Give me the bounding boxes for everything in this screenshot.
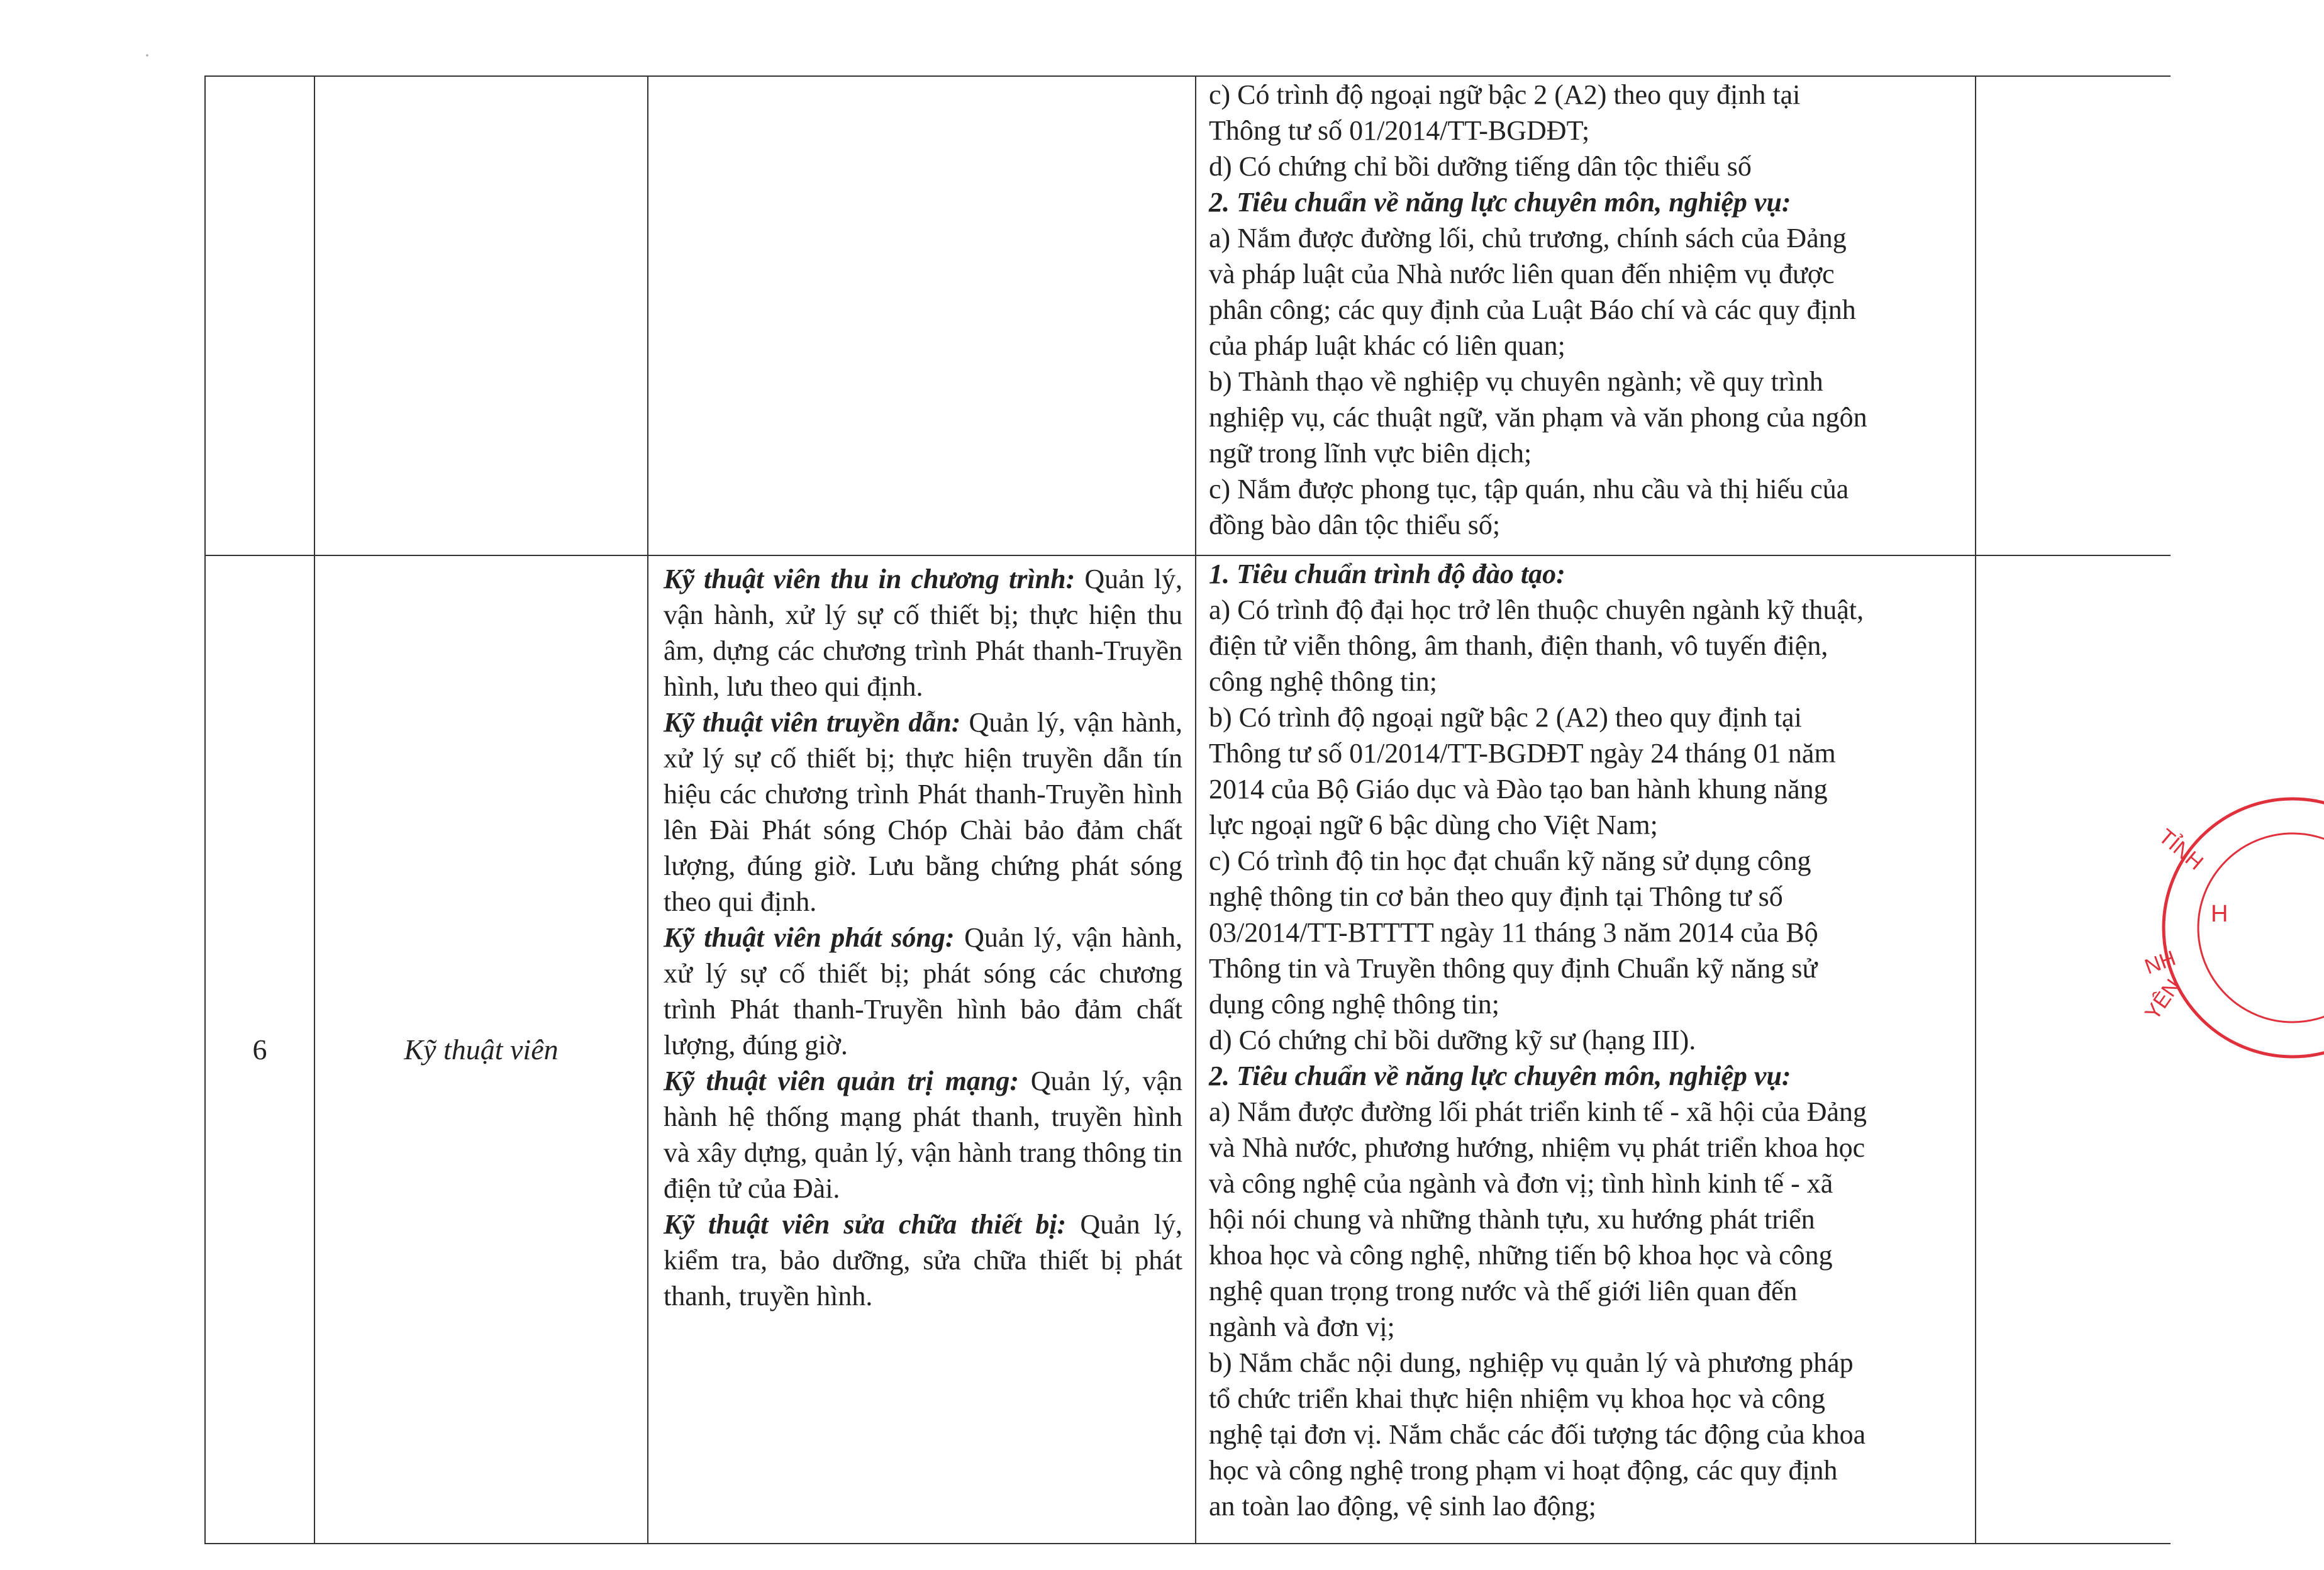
seal-text-1: TỈNH — [2154, 824, 2208, 875]
job-standards-table — [204, 75, 2171, 1544]
standard-line: a) Có trình độ đại học trở lên thuộc chuyên ngành kỹ thuật, — [1209, 594, 1864, 625]
standards-list — [1209, 556, 1962, 1524]
standards-cell — [1196, 76, 1976, 555]
row-number-cell — [205, 76, 314, 555]
standard-line: của pháp luật khác có liên quan; — [1209, 330, 1565, 361]
standard-line: khoa học và công nghệ, những tiến bộ khoa học và công — [1209, 1240, 1833, 1271]
standard-line: c) Nắm được phong tục, tập quán, nhu cầu và thị hiếu của — [1209, 474, 1849, 504]
task-role-label: Kỹ thuật viên truyền dẫn: — [664, 707, 961, 738]
standard-line: ngữ trong lĩnh vực biên dịch; — [1209, 438, 1532, 469]
seal-rings — [2164, 799, 2324, 1057]
standard-line: c) Có trình độ tin học đạt chuẩn kỹ năng sử dụng công — [1209, 845, 1811, 876]
standard-line: và Nhà nước, phương hướng, nhiệm vụ phát triển khoa học — [1209, 1132, 1865, 1163]
standard-line: học và công nghệ trong phạm vi hoạt động, các quy định — [1209, 1455, 1838, 1486]
task-role-label: Kỹ thuật viên thu in chương trình: — [664, 564, 1076, 594]
standard-line: a) Nắm được đường lối, chủ trương, chính sách của Đảng — [1209, 223, 1847, 253]
standard-line: d) Có chứng chỉ bồi dưỡng kỹ sư (hạng III). — [1209, 1025, 1696, 1055]
seal-text-4: YÊN — [2140, 974, 2186, 1025]
standard-line: đồng bào dân tộc thiểu số; — [1209, 509, 1501, 540]
red-seal-stamp — [2123, 802, 2324, 1079]
task-paragraph — [664, 1063, 1182, 1206]
standard-line: Thông tư số 01/2014/TT-BGDĐT ngày 24 tháng 01 năm — [1209, 738, 1836, 769]
standard-line: 03/2014/TT-BTTTT ngày 11 tháng 3 năm 2014 của Bộ — [1209, 917, 1818, 948]
scan-speck — [146, 54, 148, 57]
task-paragraph — [664, 1206, 1182, 1314]
seal-text-3: NH — [2142, 946, 2179, 979]
task-paragraph — [664, 920, 1182, 1063]
position-title-cell — [314, 76, 648, 555]
standard-line: nghệ quan trọng trong nước và thế giới liên quan đến — [1209, 1276, 1798, 1306]
task-role-label: Kỹ thuật viên quản trị mạng: — [664, 1066, 1020, 1096]
standard-line: a) Nắm được đường lối phát triển kinh tế - xã hội của Đảng — [1209, 1096, 1867, 1127]
table-row-ky-thuat-vien — [205, 555, 2171, 1544]
position-title-cell: Kỹ thuật viên — [314, 555, 648, 1544]
task-description: Quản lý, vận hành, xử lý sự cố thiết bị; thực hiện truyền dẫn tín hiệu các chương trình Phát thanh-Truyền hình lên Đài Phát sóng Chóp Chài bảo đảm chất lượng, đúng giờ. Lưu bằng chứng phát sóng theo qui định. — [664, 707, 1183, 917]
standard-line: tổ chức triển khai thực hiện nhiệm vụ khoa học và công — [1209, 1383, 1825, 1414]
standard-line: c) Có trình độ ngoại ngữ bậc 2 (A2) theo quy định tại — [1209, 79, 1801, 110]
standard-line: công nghệ thông tin; — [1209, 666, 1437, 697]
standards-cell — [1196, 555, 1976, 1544]
task-description: Quản lý, vận hành, xử lý sự cố thiết bị; phát sóng các chương trình Phát thanh-Truyền hình bảo đảm chất lượng, đúng giờ. — [664, 922, 1183, 1061]
section-heading: 2. Tiêu chuẩn về năng lực chuyên môn, nghiệp vụ: — [1209, 187, 1791, 218]
notes-cell — [1976, 76, 2171, 555]
tasks-list — [664, 561, 1182, 1314]
task-paragraph — [664, 704, 1182, 920]
seal-text-2: H — [2211, 901, 2228, 927]
standard-line: 2014 của Bộ Giáo dục và Đào tạo ban hành khung năng — [1209, 774, 1828, 804]
standard-line: nghệ tại đơn vị. Nắm chắc các đối tượng tác động của khoa — [1209, 1419, 1866, 1450]
task-paragraph — [664, 561, 1182, 704]
row-number-cell: 6 — [205, 555, 314, 1544]
standard-line: lực ngoại ngữ 6 bậc dùng cho Việt Nam; — [1209, 810, 1658, 840]
task-description: Quản lý, kiểm tra, bảo dưỡng, sửa chữa thiết bị phát thanh, truyền hình. — [664, 1209, 1183, 1311]
standard-line: b) Nắm chắc nội dung, nghiệp vụ quản lý và phương pháp — [1209, 1347, 1854, 1378]
task-role-label: Kỹ thuật viên phát sóng: — [664, 922, 955, 953]
standard-line: d) Có chứng chỉ bồi dưỡng tiếng dân tộc thiểu số — [1209, 151, 1752, 182]
tasks-cell — [648, 555, 1196, 1544]
task-description: Quản lý, vận hành hệ thống mạng phát thanh, truyền hình và xây dựng, quản lý, vận hành trang thông tin điện tử của Đài. — [664, 1066, 1183, 1204]
standard-line: ngành và đơn vị; — [1209, 1311, 1395, 1342]
standard-line: dụng công nghệ thông tin; — [1209, 989, 1499, 1020]
tasks-cell — [648, 76, 1196, 555]
standard-line: và pháp luật của Nhà nước liên quan đến nhiệm vụ được — [1209, 259, 1835, 289]
standard-line: nghiệp vụ, các thuật ngữ, văn phạm và văn phong của ngôn — [1209, 402, 1867, 433]
standard-line: Thông tư số 01/2014/TT-BGDĐT; — [1209, 115, 1590, 146]
standard-line: phân công; các quy định của Luật Báo chí và các quy định — [1209, 294, 1856, 325]
section-heading: 2. Tiêu chuẩn về năng lực chuyên môn, nghiệp vụ: — [1209, 1061, 1791, 1091]
standard-line: nghệ thông tin cơ bản theo quy định tại Thông tư số — [1209, 881, 1783, 912]
standard-line: hội nói chung và những thành tựu, xu hướng phát triển — [1209, 1204, 1815, 1235]
task-description: Quản lý, vận hành, xử lý sự cố thiết bị; thực hiện thu âm, dựng các chương trình Phát thanh-Truyền hình, lưu theo qui định. — [664, 564, 1182, 702]
task-role-label: Kỹ thuật viên sửa chữa thiết bị: — [664, 1209, 1067, 1240]
standard-line: và công nghệ của ngành và đơn vị; tình hình kinh tế - xã — [1209, 1168, 1833, 1199]
standards-list — [1209, 77, 1962, 543]
section-heading: 1. Tiêu chuẩn trình độ đào tạo: — [1209, 559, 1565, 589]
standard-line: b) Thành thạo về nghiệp vụ chuyên ngành; về quy trình — [1209, 366, 1823, 397]
standard-line: điện tử viễn thông, âm thanh, điện thanh, vô tuyến điện, — [1209, 630, 1828, 661]
table-row-continued — [205, 76, 2171, 555]
standard-line: an toàn lao động, vệ sinh lao động; — [1209, 1491, 1596, 1522]
standard-line: b) Có trình độ ngoại ngữ bậc 2 (A2) theo quy định tại — [1209, 702, 1802, 733]
standard-line: Thông tin và Truyền thông quy định Chuẩn kỹ năng sử — [1209, 953, 1818, 984]
